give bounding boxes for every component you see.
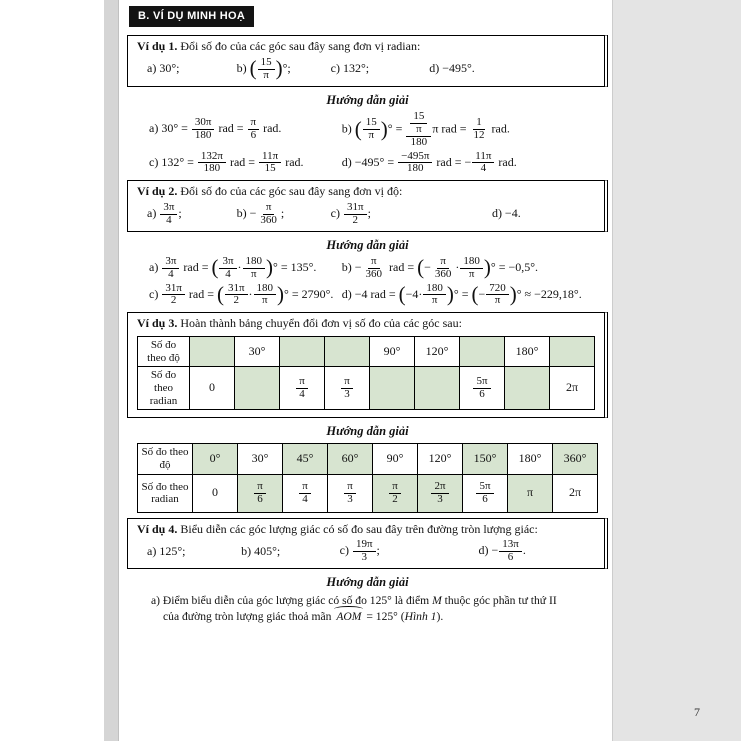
degrees-cell: 360°	[553, 444, 598, 474]
solution-line: a) Điểm biểu diễn của góc lượng giác có số đo 125° là điểm M thuộc góc phần tư thứ II	[151, 594, 557, 608]
example-1-box	[127, 35, 608, 86]
solution-heading: Hướng dẫn giải	[326, 424, 409, 439]
example-1-title-line	[137, 39, 595, 55]
math-item: b) − $\frac{\pi}{360}$ rad = (− $\frac{\pi}{360}$ · $\frac{180}{\pi}$ )° = −0,5°.	[341, 254, 539, 280]
example-4-label: Ví dụ 4.	[137, 521, 178, 536]
example-2-solutions	[127, 256, 608, 308]
solution-line: của đường tròn lượng giác thoả mãn AOM = 125° (Hình 1).	[163, 610, 444, 624]
example-2-label: Ví dụ 2.	[137, 184, 178, 199]
degrees-cell	[190, 336, 235, 366]
radians-cell: $\frac{\pi}{2}$	[373, 474, 418, 512]
conversion-table-blank	[137, 336, 595, 410]
solution-heading: Hướng dẫn giải	[326, 237, 409, 252]
example-4-items	[137, 539, 595, 564]
example-4-box	[127, 518, 608, 569]
radians-cell: 2π	[553, 474, 598, 512]
math-item: b) 405°;	[241, 543, 281, 558]
math-item: a) 30° = $\frac{30\pi}{180}$ rad = $\frac{\pi}{6}$ rad.	[149, 116, 282, 142]
degrees-cell: 150°	[463, 444, 508, 474]
radians-cell: $\frac{\pi}{4}$	[280, 367, 325, 410]
degrees-cell: 90°	[373, 444, 418, 474]
section-header: B. VÍ DỤ MINH HOẠ	[129, 6, 254, 27]
example-2-title-line	[137, 184, 595, 200]
degrees-cell	[325, 336, 370, 366]
math-item: b) − $\frac{\pi}{360}$ ;	[236, 200, 285, 226]
degrees-cell: 180°	[508, 444, 553, 474]
example-4-prompt: Biểu diễn các góc lượng giác có số đo sau đây trên đường tròn lượng giác:	[180, 521, 538, 536]
math-item: d) −495° = $\frac{-495\pi}{180}$ rad = − $\frac{11\pi}{4}$ rad.	[341, 149, 517, 175]
radians-cell: $\frac{\pi}{4}$	[283, 474, 328, 512]
math-item: c) $\frac{31\pi}{2}$ ;	[330, 200, 371, 226]
math-item: a) 30°;	[147, 61, 180, 76]
math-item: a) $\frac{3\pi}{4}$ rad = ( $\frac{3\pi}{4}$ · $\frac{180}{\pi}$ )° = 135°.	[149, 254, 317, 280]
math-item: c) 132°;	[330, 61, 370, 76]
radians-cell	[235, 367, 280, 410]
example-3-box	[127, 312, 608, 418]
example-1-solutions	[127, 111, 608, 175]
degrees-cell: 90°	[370, 336, 415, 366]
example-2-box	[127, 180, 608, 231]
math-item: c) 132° = $\frac{132\pi}{180}$ rad = $\frac{11\pi}{15}$ rad.	[149, 149, 304, 175]
degrees-cell	[460, 336, 505, 366]
table-row	[138, 474, 598, 512]
document-content	[127, 6, 608, 624]
degrees-cell	[550, 336, 595, 366]
degrees-cell: 30°	[238, 444, 283, 474]
degrees-cell	[280, 336, 325, 366]
example-1-prompt: Đổi số đo của các góc sau đây sang đơn vị radian:	[180, 39, 421, 54]
radians-cell: π	[508, 474, 553, 512]
example-4-title-line	[137, 522, 595, 538]
row-label: Số đo theo độ	[138, 444, 193, 474]
radians-cell: $\frac{\pi}{3}$	[328, 474, 373, 512]
example-2-items	[137, 202, 595, 227]
table-row	[138, 444, 598, 474]
example-3-prompt: Hoàn thành bảng chuyển đổi đơn vị số đo của các góc sau:	[180, 316, 462, 331]
conversion-table-solved	[127, 443, 608, 512]
math-item: c) $\frac{31\pi}{2}$ rad = ( $\frac{31\pi}{2}$ · $\frac{180}{\pi}$ )° = 2790°.	[149, 281, 334, 307]
degrees-cell: 120°	[415, 336, 460, 366]
radians-cell: $\frac{2\pi}{3}$	[418, 474, 463, 512]
math-item: b) ( $\frac{15}{\pi}$ )° = $\frac{\frac{15}{\pi}}{180}$ π rad = $\frac{1}{12}$ rad.	[341, 109, 510, 148]
math-item: a) $\frac{3\pi}{4}$ ;	[147, 200, 182, 226]
radians-cell: $\frac{5\pi}{6}$	[463, 474, 508, 512]
left-page-edge	[104, 0, 119, 741]
math-item: c) $\frac{19\pi}{3}$ ;	[339, 538, 380, 564]
radians-cell	[415, 367, 460, 410]
right-page-edge	[612, 0, 741, 741]
page-number: 7	[694, 705, 700, 719]
row-label: Số đo theo radian	[138, 474, 193, 512]
example-3-label: Ví dụ 3.	[137, 316, 178, 331]
degrees-cell: 120°	[418, 444, 463, 474]
radians-cell: $\frac{\pi}{3}$	[325, 367, 370, 410]
math-item: d) −495°.	[429, 61, 475, 76]
radians-cell	[370, 367, 415, 410]
example-3-title-line	[137, 316, 595, 332]
math-item: d) − $\frac{13\pi}{6}$ .	[478, 538, 526, 564]
degrees-cell: 30°	[235, 336, 280, 366]
radians-cell: 0	[190, 367, 235, 410]
radians-cell: $\frac{5\pi}{6}$	[460, 367, 505, 410]
degrees-cell: 60°	[328, 444, 373, 474]
example-2-prompt: Đổi số đo của các góc sau đây sang đơn vị độ:	[180, 184, 403, 199]
solution-heading: Hướng dẫn giải	[326, 92, 409, 107]
row-label: Số đo theo radian	[138, 367, 190, 410]
radians-cell: $\frac{\pi}{6}$	[238, 474, 283, 512]
solution-heading: Hướng dẫn giải	[326, 575, 409, 590]
row-label: Số đo theo độ	[138, 336, 190, 366]
example-4-solution	[127, 593, 608, 624]
example-1-label: Ví dụ 1.	[137, 39, 178, 54]
math-item: b) ( $\frac{15}{\pi}$ )°;	[236, 55, 291, 81]
math-item: a) 125°;	[147, 543, 186, 558]
radians-cell	[505, 367, 550, 410]
radians-cell: 0	[193, 474, 238, 512]
degrees-cell: 0°	[193, 444, 238, 474]
table-row	[138, 367, 595, 410]
conversion-table	[137, 336, 595, 410]
degrees-cell: 180°	[505, 336, 550, 366]
table-row	[138, 336, 595, 366]
degrees-cell: 45°	[283, 444, 328, 474]
radians-cell: 2π	[550, 367, 595, 410]
example-1-items	[137, 57, 595, 82]
conversion-table	[137, 443, 598, 512]
math-item: d) −4.	[491, 206, 521, 221]
math-item: d) −4 rad = (−4· $\frac{180}{\pi}$ )° = (− $\frac{720}{\pi}$ )° ≈ −229,18°.	[341, 281, 582, 307]
